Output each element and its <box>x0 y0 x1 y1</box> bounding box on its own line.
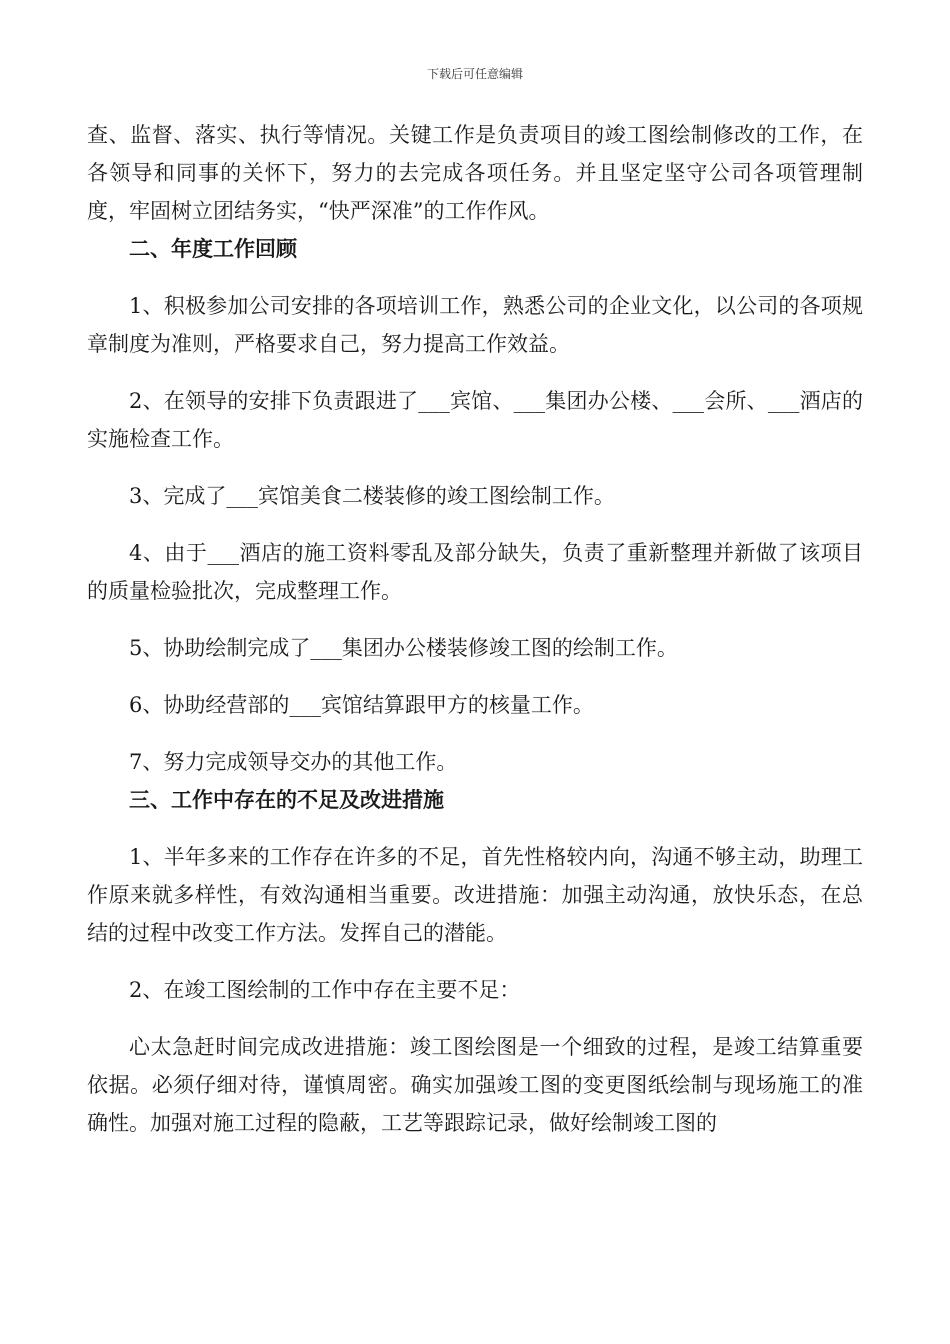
section-heading-shortcomings: 三、工作中存在的不足及改进措施 <box>129 787 444 812</box>
page-header-note: 下载后可任意编辑 <box>426 67 523 81</box>
review-item-7: 7、努力完成领导交办的其他工作。 <box>129 750 458 774</box>
review-item-4: 4、由于___酒店的施工资料零乱及部分缺失，负责了重新整理并新做了该项目的质量检验批次，完成整理工作。 <box>87 541 863 603</box>
shortcoming-item-1: 1、半年多来的工作存在许多的不足，首先性格较内向，沟通不够主动，助理工作原来就多样性，有效沟通相当重要。改进措施：加强主动沟通，放快乐态，在总结的过程中改变工作方法。发挥自己的潜能。 <box>87 845 863 945</box>
section-heading-review: 二、年度工作回顾 <box>129 236 297 261</box>
review-item-1: 1、积极参加公司安排的各项培训工作，熟悉公司的企业文化，以公司的各项规章制度为准则，严格要求自己，努力提高工作效益。 <box>87 294 863 356</box>
shortcoming-item-3: 心太急赶时间完成改进措施：竣工图绘图是一个细致的过程，是竣工结算重要依据。必须仔细对待，谨慎周密。确实加强竣工图的变更图纸绘制与现场施工的准确性。加强对施工过程的隐蔽，工艺等跟踪记录，做好绘制竣工图的 <box>87 1035 863 1135</box>
review-item-5: 5、协助绘制完成了___集团办公楼装修竣工图的绘制工作。 <box>129 636 678 660</box>
shortcoming-item-2: 2、在竣工图绘制的工作中存在主要不足： <box>129 978 521 1002</box>
review-item-3: 3、完成了___宾馆美食二楼装修的竣工图绘制工作。 <box>129 484 615 508</box>
intro-paragraph: 查、监督、落实、执行等情况。关键工作是负责项目的竣工图绘制修改的工作，在各领导和同事的关怀下，努力的去完成各项任务。并且坚定坚守公司各项管理制度，牢固树立团结务实，“快严深准”的工作作风。 <box>87 123 863 223</box>
review-item-6: 6、协助经营部的___宾馆结算跟甲方的核量工作。 <box>129 693 594 717</box>
document-body <box>87 116 863 1142</box>
review-item-2: 2、在领导的安排下负责跟进了___宾馆、___集团办公楼、___会所、___酒店的实施检查工作。 <box>87 389 863 451</box>
